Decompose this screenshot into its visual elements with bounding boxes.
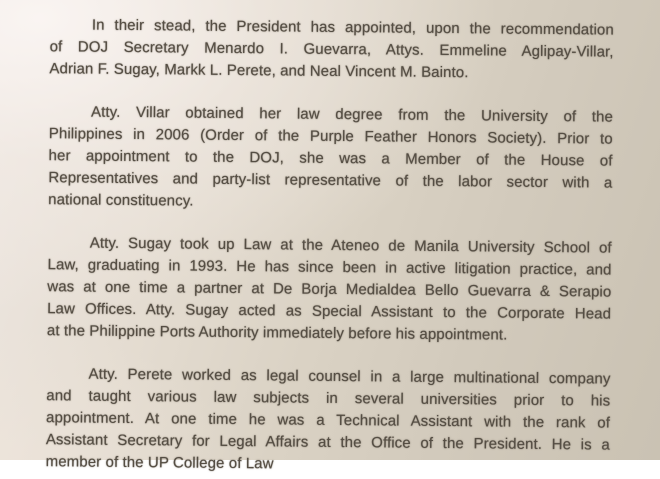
text-line: Atty. Perete worked as legal counsel in a large multinational company [88, 365, 611, 388]
text-line: Atty. Sugay took up Law at the Ateneo de Manila University School of [89, 234, 612, 257]
clipped-text-line: member of the UP College of Law [45, 453, 274, 473]
text-line: In their stead, the President has appointed, upon the recommendation [91, 16, 614, 39]
text-line: Atty. Villar obtained her law degree from the University of the [90, 103, 614, 126]
text-line: national constituency. [48, 191, 194, 210]
text-line: appointment. At one time he was a Technical Assistant with the rank of [46, 409, 611, 432]
text-line: was at one time a partner at De Borja Medialdea Bello Guevarra & Serapio [47, 278, 612, 301]
paragraph [49, 14, 614, 85]
paragraph [46, 363, 611, 478]
text-line: Philippines in 2006 (Order of the Purple Feather Honors Society). Prior to [48, 125, 613, 148]
text-line: Adrian F. Sugay, Markk L. Perete, and Neal Vincent M. Bainto. [49, 60, 469, 82]
text-line: Assistant Secretary for Legal Affairs at the Office of the President. He is a [45, 431, 610, 454]
text-line: and taught various law subjects in several universities prior to his [46, 387, 611, 410]
text-line: of DOJ Secretary Menardo I. Guevarra, Attys. Emmeline Aglipay-Villar, [49, 38, 614, 61]
text-line: Law, graduating in 1993. He has since been in active litigation practice, and [47, 256, 612, 279]
text-line: Law Offices. Atty. Sugay acted as Special Assistant to the Corporate Head [47, 300, 612, 323]
paragraph [48, 101, 613, 216]
text-line: Representatives and party-list representative of the labor sector with a [48, 169, 613, 192]
text-line: her appointment to the DOJ, she was a Member of the House of [48, 147, 613, 170]
paragraph [47, 232, 612, 347]
text-line: at the Philippine Ports Authority immediately before his appointment. [46, 322, 508, 344]
